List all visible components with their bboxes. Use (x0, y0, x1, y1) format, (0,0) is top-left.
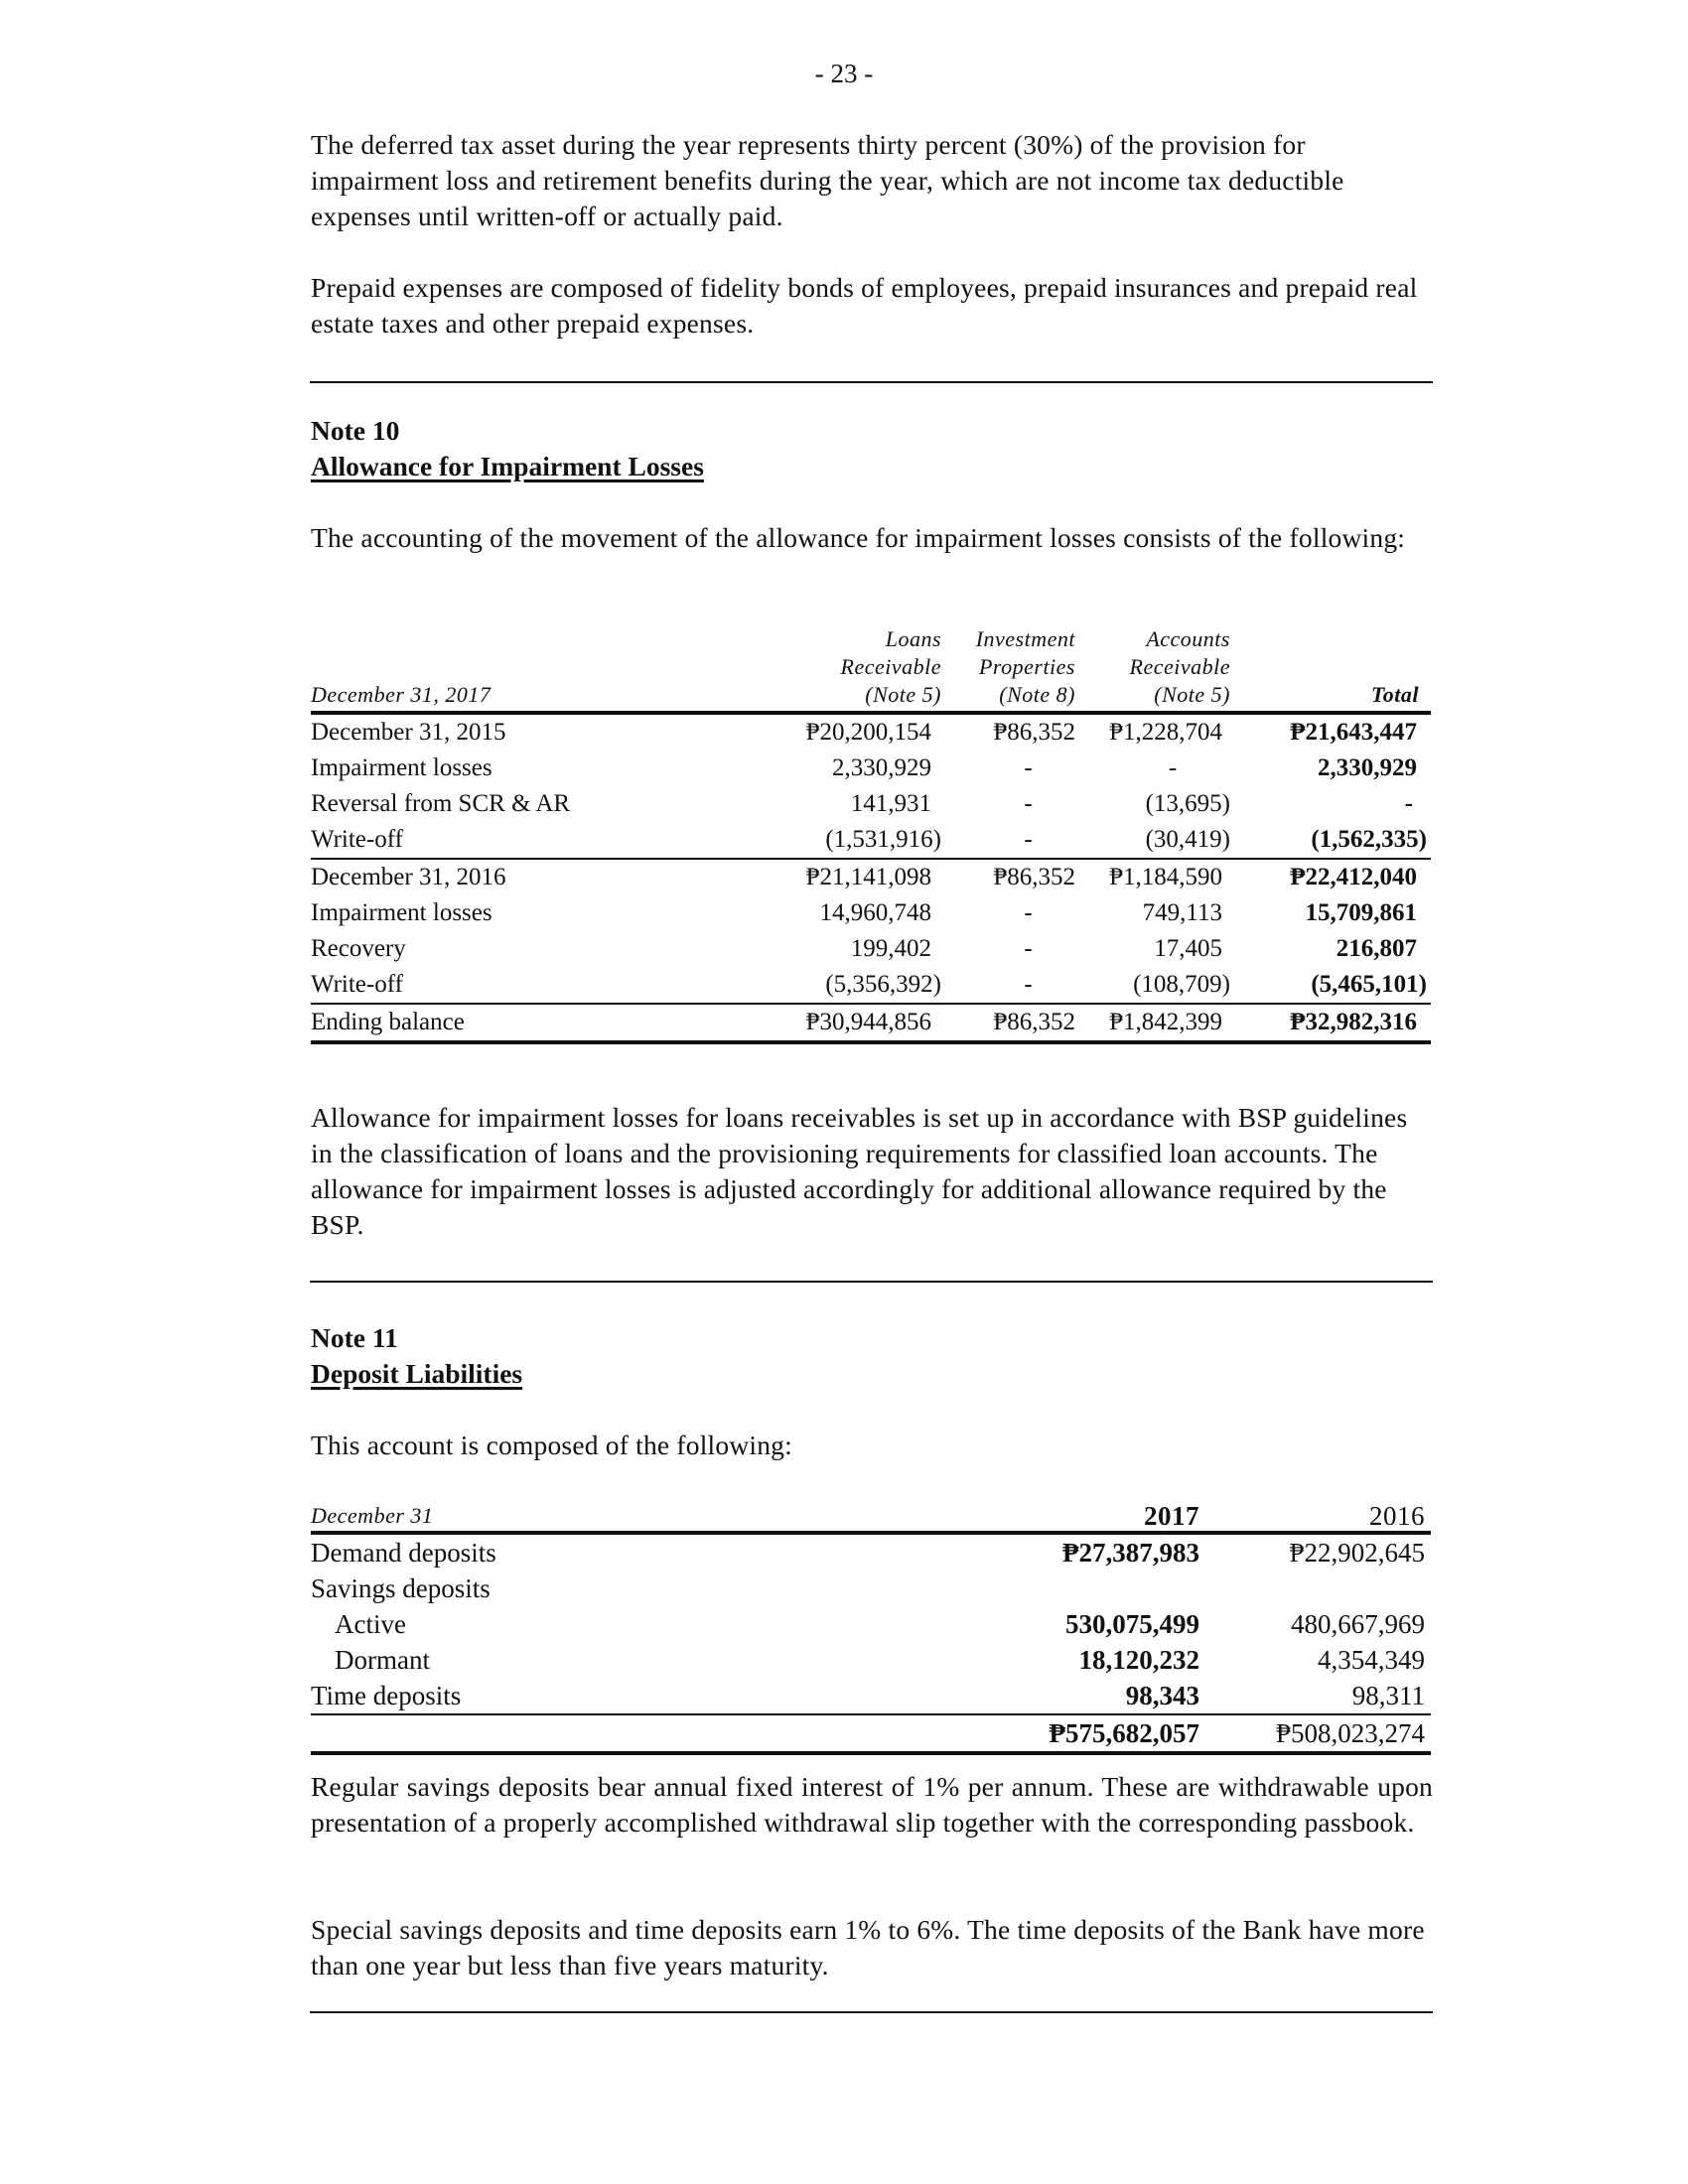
column-header-2016: 2016 (1199, 1501, 1431, 1533)
paragraph-text: Special savings deposits and time deposits earn 1% to 6%. The time deposits of the Bank have more than one year but less than five years maturity. (311, 1914, 1425, 1980)
column-header-accounts-line1: Accounts (1146, 626, 1230, 651)
row-label: Savings deposits (311, 1573, 491, 1603)
row-label: Reversal from SCR & AR (311, 790, 571, 817)
note-10-intro (311, 520, 1433, 556)
row-label: Time deposits (311, 1681, 462, 1710)
loans-receivable-value: ₱21,141,098 (768, 859, 941, 895)
column-header-accounts-line2: Receivable (1129, 654, 1230, 679)
note-number: Note 10 (311, 415, 400, 446)
column-header-loans-line2: Receivable (840, 654, 941, 679)
note-number: Note 11 (311, 1322, 398, 1353)
column-header-2017: 2017 (986, 1501, 1199, 1533)
row-label: Impairment losses (311, 754, 492, 781)
note-11-paragraph-1 (311, 1769, 1433, 1841)
table-row (311, 1004, 1431, 1042)
investment-properties-value: - (1024, 935, 1033, 962)
note-11-heading (311, 1320, 1433, 1392)
note-11-paragraph-2 (311, 1912, 1433, 1983)
investment-properties-value: - (1024, 754, 1033, 781)
accounts-receivable-value: (108,709) (1133, 971, 1230, 998)
row-label: Recovery (311, 935, 406, 962)
table-row (311, 751, 1431, 786)
total-value: (1,562,335) (1311, 826, 1427, 853)
note-11-intro (311, 1428, 1433, 1463)
investment-properties-value: - (1024, 899, 1033, 926)
column-header-date: December 31, 2017 (311, 681, 768, 713)
table-row (311, 1606, 1431, 1642)
row-label: Active (335, 1609, 406, 1639)
note-title: Deposit Liabilities (311, 1358, 523, 1389)
paragraph-text: Regular savings deposits bear annual fixed interest of 1% per annum. These are withdrawable upon presentation of a properly accomplished withdrawal slip together with the corresponding passbook. (311, 1771, 1433, 1838)
column-header-label-line1 (311, 625, 768, 653)
loans-receivable-value: ₱30,944,856 (768, 1004, 941, 1042)
section-divider (310, 1281, 1433, 1283)
loans-receivable-value: 199,402 (850, 935, 931, 962)
accounts-receivable-value: 17,405 (1154, 935, 1222, 962)
column-header-loans-line1: Loans (885, 626, 941, 651)
value-2017: ₱575,682,057 (986, 1714, 1199, 1753)
accounts-receivable-value: (13,695) (1145, 790, 1230, 817)
total-value: 2,330,929 (1318, 754, 1417, 781)
row-label: Write-off (311, 971, 403, 998)
row-label (311, 1714, 986, 1753)
total-value: (5,465,101) (1311, 971, 1427, 998)
table-row (311, 1678, 1431, 1714)
value-2017 (986, 1570, 1199, 1606)
column-header-total: Total (1230, 681, 1431, 713)
table-row (311, 967, 1431, 1004)
accounts-receivable-value: ₱1,842,399 (1075, 1004, 1230, 1042)
page-number: - 23 - (814, 59, 874, 88)
intro-paragraph-1 (311, 127, 1433, 234)
table-row (311, 895, 1431, 931)
value-2016: 480,667,969 (1291, 1609, 1425, 1639)
row-label: Impairment losses (311, 899, 492, 926)
loans-receivable-value: (1,531,916) (825, 826, 941, 853)
table-row (311, 786, 1431, 822)
value-2017: 530,075,499 (1065, 1609, 1199, 1639)
investment-properties-value: ₱86,352 (993, 719, 1075, 746)
paragraph-text: The accounting of the movement of the allowance for impairment losses consists of the following: (311, 522, 1406, 553)
total-value: - (1404, 790, 1413, 817)
investment-properties-value: - (1024, 826, 1033, 853)
note-title: Allowance for Impairment Losses (311, 451, 704, 481)
total-value: ₱32,982,316 (1230, 1004, 1431, 1042)
total-value: 15,709,861 (1305, 899, 1417, 926)
row-label: Demand deposits (311, 1538, 496, 1568)
table-row (311, 1642, 1431, 1678)
total-value: ₱22,412,040 (1230, 859, 1431, 895)
loans-receivable-value: (5,356,392) (825, 971, 941, 998)
paragraph-text: Allowance for impairment losses for loans receivables is set up in accordance with BSP guidelines in the classification of loans and the provisioning requirements for classified loan accounts. The allowance for impairment losses is adjusted accordingly for additional allowance required by the BSP. (311, 1102, 1408, 1240)
table-row (311, 713, 1431, 751)
row-label: Dormant (335, 1645, 430, 1675)
column-header-investment-line1: Investment (975, 626, 1075, 651)
value-2016: 4,354,349 (1318, 1645, 1425, 1675)
column-header-label-line2 (311, 653, 768, 681)
value-2016 (1199, 1570, 1431, 1606)
impairment-allowance-table (311, 625, 1431, 1044)
column-header-total-line2 (1230, 653, 1431, 681)
accounts-receivable-value: (30,419) (1145, 826, 1230, 853)
value-2016: ₱22,902,645 (1289, 1538, 1425, 1568)
column-header-accounts-note: (Note 5) (1075, 681, 1230, 713)
total-value: 216,807 (1336, 935, 1417, 962)
column-header-loans-note: (Note 5) (768, 681, 941, 713)
value-2016: 98,311 (1351, 1681, 1425, 1710)
investment-properties-value: - (1024, 971, 1033, 998)
value-2017: ₱27,387,983 (1062, 1538, 1199, 1568)
paragraph-text: Prepaid expenses are composed of fidelity bonds of employees, prepaid insurances and prepaid real estate taxes and other prepaid expenses. (311, 272, 1418, 339)
loans-receivable-value: ₱20,200,154 (805, 719, 931, 746)
investment-properties-value: ₱86,352 (941, 1004, 1075, 1042)
column-header-total-line1 (1230, 625, 1431, 653)
paragraph-text: The deferred tax asset during the year represents thirty percent (30%) of the provision for impairment loss and retirement benefits during the year, which are not income tax deductible expenses until written-off or actually paid. (311, 129, 1344, 231)
table-row (311, 1533, 1431, 1570)
total-value: ₱21,643,447 (1290, 719, 1417, 746)
loans-receivable-value: 141,931 (850, 790, 931, 817)
table-row (311, 859, 1431, 895)
note-10-heading (311, 413, 1433, 484)
loans-receivable-value: 2,330,929 (832, 754, 931, 781)
note-10-explanation (311, 1100, 1433, 1243)
row-label: Ending balance (311, 1004, 768, 1042)
accounts-receivable-value: ₱1,184,590 (1075, 859, 1230, 895)
table-row (311, 822, 1431, 859)
paragraph-text: This account is composed of the following: (311, 1430, 792, 1460)
column-header-investment-line2: Properties (978, 654, 1075, 679)
accounts-receivable-value: ₱1,228,704 (1109, 719, 1222, 746)
accounts-receivable-value: 749,113 (1142, 899, 1222, 926)
table-row (311, 1570, 1431, 1606)
row-label: December 31, 2015 (311, 719, 506, 746)
investment-properties-value: - (1024, 790, 1033, 817)
section-divider (310, 381, 1433, 383)
value-2017: 98,343 (1125, 1681, 1199, 1710)
value-2016: ₱508,023,274 (1199, 1714, 1431, 1753)
column-header-investment-note: (Note 8) (941, 681, 1075, 713)
loans-receivable-value: 14,960,748 (819, 899, 931, 926)
row-label: Write-off (311, 826, 403, 853)
value-2017: 18,120,232 (1078, 1645, 1199, 1675)
deposit-liabilities-table (311, 1501, 1431, 1755)
column-header-date: December 31 (311, 1501, 986, 1533)
table-row (311, 931, 1431, 967)
section-divider (310, 2011, 1433, 2013)
investment-properties-value: ₱86,352 (941, 859, 1075, 895)
intro-paragraph-2 (311, 270, 1433, 341)
table-row (311, 1714, 1431, 1753)
accounts-receivable-value: - (1168, 754, 1178, 781)
row-label: December 31, 2016 (311, 859, 768, 895)
